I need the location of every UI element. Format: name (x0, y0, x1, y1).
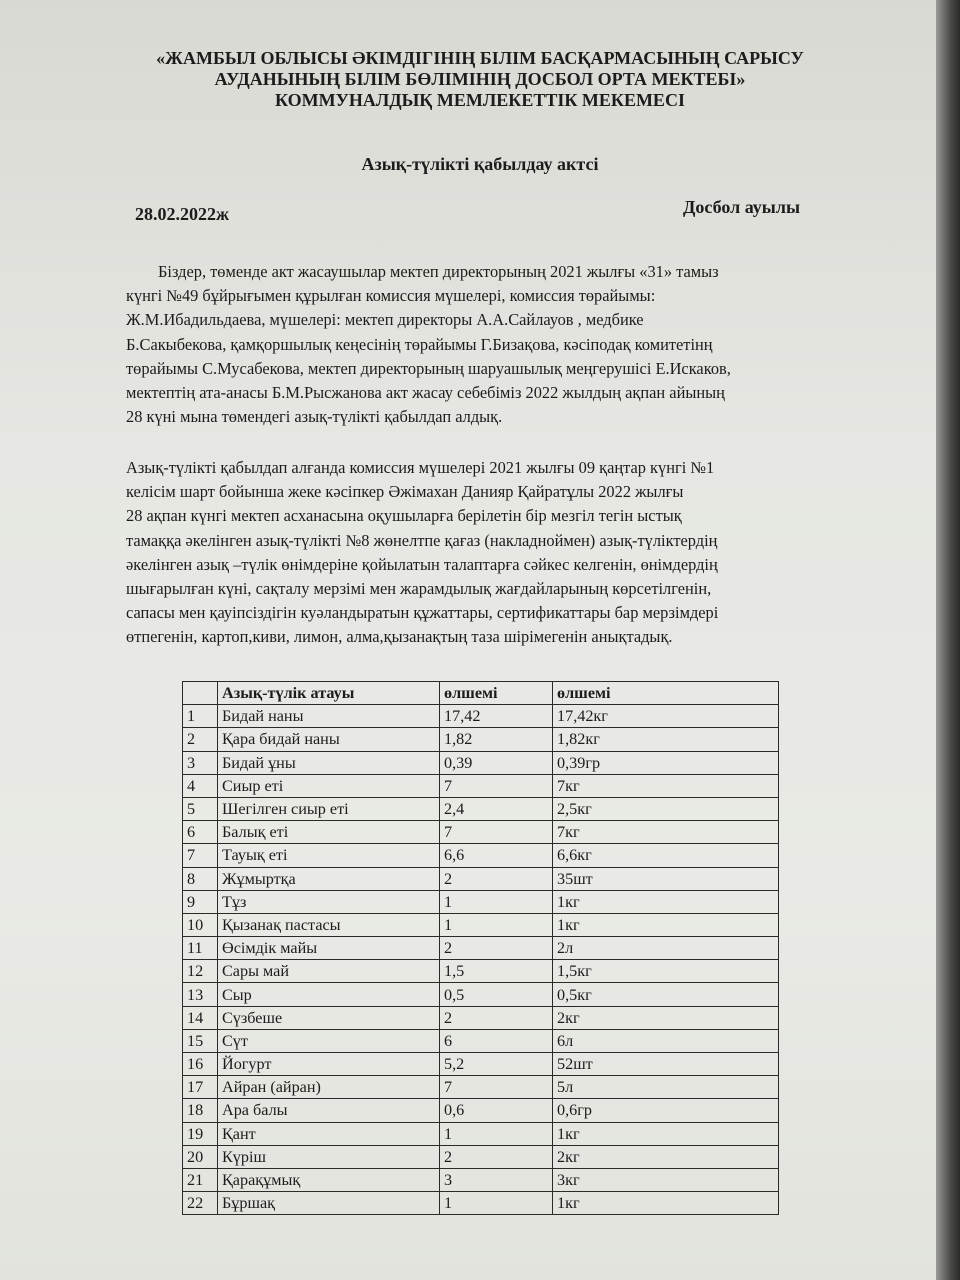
row-number: 10 (183, 913, 218, 936)
row-number: 1 (183, 705, 218, 728)
paragraph-line: Азық-түлікті қабылдап алғанда комиссия мүшелері 2021 жылғы 09 қаңтар күнгі №1 (126, 458, 715, 477)
product-name: Йогурт (218, 1053, 440, 1076)
product-name: Бұршақ (218, 1192, 440, 1215)
document-place: Досбол ауылы (683, 197, 801, 217)
paragraph-line: сапасы мен қауіпсіздігін куәландыратын құжаттары, сертификаттары бар мерзімдері (126, 603, 719, 623)
measure-unit-value: 1кг (553, 1192, 779, 1215)
product-name: Қара бидай наны (218, 728, 440, 751)
measure-value: 2 (440, 1006, 553, 1029)
table-row (183, 797, 779, 820)
measure-value: 7 (440, 1076, 553, 1099)
measure-unit-value: 1кг (553, 1122, 779, 1145)
measure-unit-value: 35шт (553, 867, 779, 890)
header-line-2: АУДАНЫНЫҢ БІЛІМ БӨЛІМІНІҢ ДОСБОЛ ОРТА МЕКТЕБІ» (214, 69, 746, 89)
paragraph-commission (126, 260, 846, 429)
measure-value: 2 (440, 867, 553, 890)
measure-unit-value: 17,42кг (553, 705, 779, 728)
table-row (183, 751, 779, 774)
measure-value: 5,2 (440, 1053, 553, 1076)
header-product-name: Азық-түлік атауы (218, 682, 440, 705)
table-row (183, 937, 779, 960)
table-row (183, 844, 779, 867)
product-name: Қарақұмық (218, 1168, 440, 1191)
product-name: Жұмыртқа (218, 867, 440, 890)
table-row (183, 1099, 779, 1122)
measure-value: 1,5 (440, 960, 553, 983)
product-name: Өсімдік майы (218, 937, 440, 960)
header-line-1: «ЖАМБЫЛ ОБЛЫСЫ ӘКІМДІГІНІҢ БІЛІМ БАСҚАРМАСЫНЫҢ САРЫСУ (156, 48, 804, 68)
paragraph-line: мектептің ата-анасы Б.М.Рысжанова акт жасау себебіміз 2022 жылдың ақпан айының (126, 383, 725, 403)
table-row (183, 960, 779, 983)
product-name: Сыр (218, 983, 440, 1006)
food-items-table (182, 681, 779, 1215)
measure-unit-value: 2л (553, 937, 779, 960)
product-name: Сары май (218, 960, 440, 983)
paragraph-line: әкелінген азық –түлік өнімдеріне қойылатын талаптарға сәйкес келгенін, өнімдердің (126, 554, 718, 574)
measure-value: 7 (440, 774, 553, 797)
paragraph-line: күнгі №49 бұйрығымен құрылған комиссия мүшелері, комиссия төрайымы: (126, 286, 656, 306)
measure-value: 1,82 (440, 728, 553, 751)
row-number: 3 (183, 751, 218, 774)
row-number: 18 (183, 1099, 218, 1122)
product-name: Қызанақ пастасы (218, 913, 440, 936)
measure-value: 6,6 (440, 844, 553, 867)
row-number: 8 (183, 867, 218, 890)
table-row (183, 1192, 779, 1215)
measure-unit-value: 2,5кг (553, 797, 779, 820)
row-number: 6 (183, 821, 218, 844)
paragraph-line: келісім шарт бойынша жеке кәсіпкер Әжімахан Данияр Қайратұлы 2022 жылғы (126, 482, 684, 502)
table-row (183, 774, 779, 797)
header-number (183, 682, 218, 705)
measure-value: 1 (440, 890, 553, 913)
header-measure-1: өлшемі (440, 682, 553, 705)
measure-unit-value: 6,6кг (553, 844, 779, 867)
row-number: 9 (183, 890, 218, 913)
product-name: Айран (айран) (218, 1076, 440, 1099)
paragraph-line: Біздер, төменде акт жасаушылар мектеп директорының 2021 жылғы «31» тамыз (158, 262, 719, 281)
measure-unit-value: 1кг (553, 913, 779, 936)
measure-value: 6 (440, 1029, 553, 1052)
measure-value: 0,6 (440, 1099, 553, 1122)
measure-value: 2 (440, 937, 553, 960)
table-row (183, 705, 779, 728)
measure-unit-value: 52шт (553, 1053, 779, 1076)
product-name: Шегілген сиыр еті (218, 797, 440, 820)
product-name: Тауық еті (218, 844, 440, 867)
measure-value: 1 (440, 1122, 553, 1145)
table-row (183, 1006, 779, 1029)
row-number: 4 (183, 774, 218, 797)
table-row (183, 1145, 779, 1168)
measure-value: 7 (440, 821, 553, 844)
table-header-row (183, 682, 779, 705)
measure-value: 0,5 (440, 983, 553, 1006)
measure-unit-value: 1,5кг (553, 960, 779, 983)
table-row (183, 1122, 779, 1145)
paragraph-line: 28 күні мына төмендегі азық-түлікті қабылдап алдық. (126, 407, 503, 427)
measure-unit-value: 0,6гр (553, 1099, 779, 1122)
product-name: Қант (218, 1122, 440, 1145)
paragraph-line: 28 ақпан күнгі мектеп асханасына оқушыларға берілетін бір мезгіл тегін ыстық (126, 506, 682, 526)
organization-header (80, 48, 880, 111)
measure-unit-value: 2кг (553, 1006, 779, 1029)
row-number: 16 (183, 1053, 218, 1076)
measure-value: 2 (440, 1145, 553, 1168)
measure-unit-value: 7кг (553, 774, 779, 797)
row-number: 20 (183, 1145, 218, 1168)
measure-unit-value: 0,39гр (553, 751, 779, 774)
document-title: Азық-түлікті қабылдау актсі (361, 154, 599, 174)
measure-value: 0,39 (440, 751, 553, 774)
paragraph-line: Ж.М.Ибадильдаева, мүшелері: мектеп директоры А.А.Сайлауов , медбике (126, 310, 644, 330)
table-row (183, 1053, 779, 1076)
product-name: Сиыр еті (218, 774, 440, 797)
paragraph-line: төрайымы С.Мусабекова, мектеп директорының шаруашылық меңгерушісі Е.Искаков, (126, 358, 731, 378)
paragraph-inspection (126, 456, 846, 650)
measure-value: 17,42 (440, 705, 553, 728)
row-number: 2 (183, 728, 218, 751)
row-number: 15 (183, 1029, 218, 1052)
measure-value: 1 (440, 913, 553, 936)
measure-unit-value: 7кг (553, 821, 779, 844)
row-number: 14 (183, 1006, 218, 1029)
table-row (183, 890, 779, 913)
table-row (183, 1168, 779, 1191)
measure-value: 1 (440, 1192, 553, 1215)
header-line-3: КОММУНАЛДЫҚ МЕМЛЕКЕТТІК МЕКЕМЕСІ (275, 90, 685, 110)
row-number: 5 (183, 797, 218, 820)
measure-unit-value: 3кг (553, 1168, 779, 1191)
paragraph-line: Б.Сакыбекова, қамқоршылық кеңесінің төрайымы Г.Бизақова, кәсіподақ комитетінң (126, 334, 713, 354)
table-row (183, 983, 779, 1006)
document-date: 28.02.2022ж (135, 204, 230, 224)
table-row (183, 728, 779, 751)
product-name: Бидай ұны (218, 751, 440, 774)
table-row (183, 913, 779, 936)
row-number: 13 (183, 983, 218, 1006)
row-number: 12 (183, 960, 218, 983)
product-name: Ара балы (218, 1099, 440, 1122)
photo-background-edge (936, 0, 960, 1280)
table-row (183, 821, 779, 844)
row-number: 17 (183, 1076, 218, 1099)
measure-unit-value: 1кг (553, 890, 779, 913)
table-row (183, 1076, 779, 1099)
product-name: Бидай наны (218, 705, 440, 728)
row-number: 7 (183, 844, 218, 867)
row-number: 21 (183, 1168, 218, 1191)
table-row (183, 867, 779, 890)
row-number: 11 (183, 937, 218, 960)
row-number: 19 (183, 1122, 218, 1145)
measure-value: 2,4 (440, 797, 553, 820)
measure-unit-value: 6л (553, 1029, 779, 1052)
paragraph-line: тамаққа әкелінген азық-түлікті №8 жөнелтпе қағаз (накладноймен) азық-түліктердің (126, 530, 718, 550)
table-row (183, 1029, 779, 1052)
paragraph-line: шығарылған күні, сақталу мерзімі мен жарамдылық жағдайларының көрсетілгенін, (126, 579, 712, 599)
product-name: Күріш (218, 1145, 440, 1168)
measure-unit-value: 2кг (553, 1145, 779, 1168)
header-measure-2: өлшемі (553, 682, 779, 705)
measure-value: 3 (440, 1168, 553, 1191)
measure-unit-value: 1,82кг (553, 728, 779, 751)
product-name: Балық еті (218, 821, 440, 844)
product-name: Сүт (218, 1029, 440, 1052)
measure-unit-value: 5л (553, 1076, 779, 1099)
product-name: Сүзбеше (218, 1006, 440, 1029)
measure-unit-value: 0,5кг (553, 983, 779, 1006)
product-name: Тұз (218, 890, 440, 913)
paragraph-line: өтпегенін, картоп,киви, лимон, алма,қызанақтың таза шірімегенін анықтадық. (126, 627, 673, 647)
row-number: 22 (183, 1192, 218, 1215)
